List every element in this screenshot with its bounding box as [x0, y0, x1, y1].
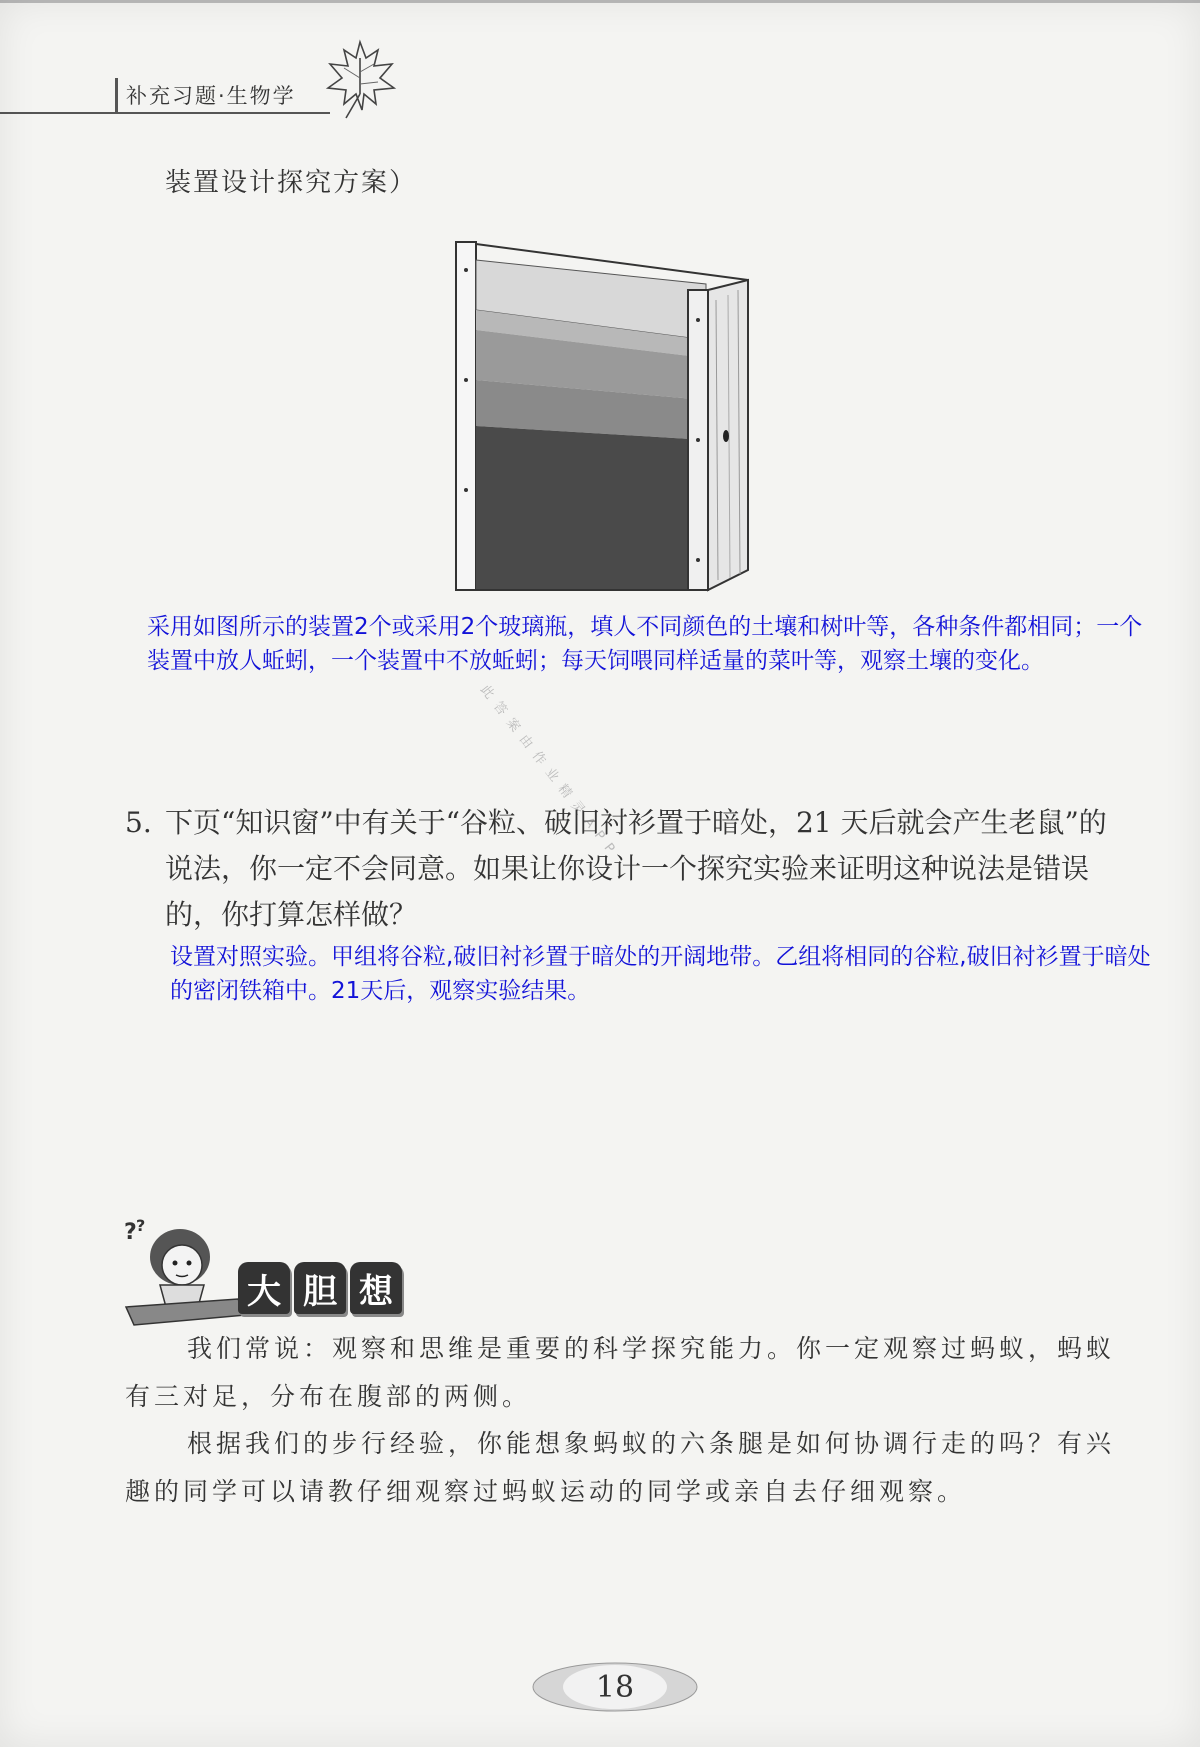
- question-text: 下页“知识窗”中有关于“谷粒、破旧衬衫置于暗处，21 天后就会产生老鼠”的说法，你一定不会同意。如果让你设计一个探究实验来证明这种说法是错误的，你打算怎样做？: [165, 806, 1107, 931]
- section-text: 装置设计探究方案）: [165, 168, 418, 198]
- imagine-title-char: 胆: [294, 1262, 346, 1314]
- page-number: 18: [595, 1669, 635, 1705]
- imagine-paragraph-2: 根据我们的步行经验，你能想象蚂蚁的六条腿是如何协调行走的吗？有兴趣的同学可以请教仔细观察过蚂蚁运动的同学或亲自去仔细观察。: [125, 1429, 1116, 1506]
- header-title: 补充习题·生物学: [126, 84, 296, 108]
- imagine-paragraph-1: 我们常说：观察和思维是重要的科学探究能力。你一定观察过蚂蚁，蚂蚁有三对足，分布在腹部的两侧。: [125, 1334, 1116, 1411]
- svg-text:?: ?: [124, 1220, 137, 1245]
- header-line: [0, 112, 330, 114]
- answer-text-2: 设置对照实验。甲组将谷粒,破旧衬衫置于暗处的开阔地带。乙组将相同的谷粒,破旧衬衫置于暗处的密闭铁箱中。21天后，观察实验结果。: [170, 944, 1151, 1004]
- imagine-title-char: 想: [350, 1262, 402, 1314]
- thinking-girl-icon: [120, 1215, 255, 1330]
- maple-leaf-icon: [322, 38, 400, 120]
- watermark: 此答案由作业精灵APP: [477, 682, 623, 863]
- imagine-title-char: 大: [238, 1262, 290, 1314]
- imagine-title: [238, 1262, 406, 1314]
- page-header: [0, 60, 420, 120]
- soil-box-illustration: [448, 240, 778, 600]
- page-number-badge: [530, 1660, 700, 1714]
- header-bar: [115, 78, 118, 112]
- answer-text-1: 采用如图所示的装置2个或采用2个玻璃瓶，填人不同颜色的土壤和树叶等，各种条件都相同；一个装置中放人蚯蚓，一个装置中不放蚯蚓；每天饲喂同样适量的菜叶等，观察土壤的变化。: [147, 614, 1143, 674]
- svg-text:?: ?: [136, 1216, 146, 1235]
- question-number: 5.: [125, 806, 152, 839]
- top-rule: [0, 0, 1200, 3]
